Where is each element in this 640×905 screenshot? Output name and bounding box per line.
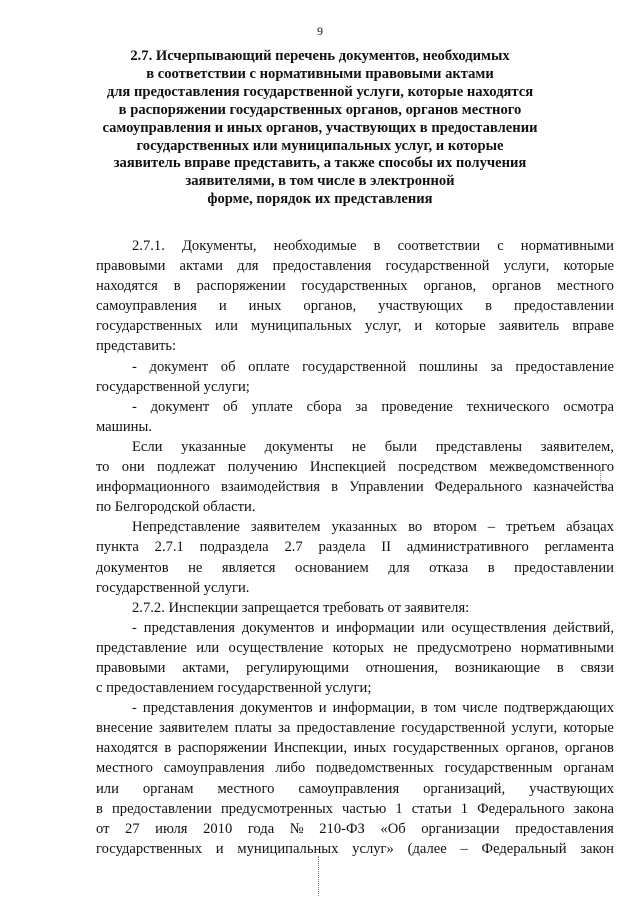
word: органам [142,780,194,797]
word: в [485,298,492,315]
word: Федерального [434,479,523,496]
word: муниципальных [237,840,339,857]
word: отношения, [365,659,439,676]
word: предоставлении [514,559,614,576]
text-line [96,397,614,417]
word: от [96,820,110,837]
text-line [96,537,614,557]
word: технического [466,398,550,415]
word: и [318,700,327,717]
word: указанные [181,438,246,455]
word: Если [132,438,163,455]
word: с [497,238,504,254]
word: документов [240,700,313,717]
word: которых [332,639,384,656]
body-text [96,236,614,859]
word: документ [149,358,209,375]
word: местного [217,780,275,797]
word: Непредставление [132,519,240,536]
word: – [487,519,496,536]
word: органов, [423,278,477,295]
word: закона [573,800,614,817]
word: Инспекцией [309,459,386,476]
word: государственной [401,720,506,737]
word: государственным [444,760,553,777]
word: услуги, [503,258,550,275]
text-line [96,658,614,678]
word: действий, [553,619,614,636]
word: не [188,559,203,576]
text-line: по Белгородской области. [96,499,256,516]
word: самоуправления [298,780,400,797]
word: - [132,358,137,375]
word: года [247,820,275,837]
word: основанием [295,559,369,576]
word: Федеральный [481,840,567,857]
page-number: 9 [317,24,323,38]
text-line [96,638,614,658]
word: соответствии [397,238,481,254]
word: представлены [435,438,523,455]
word: Документы, [181,238,257,254]
word: подведомственных [316,760,434,777]
word: 1 [460,800,469,817]
word: отказа [429,559,469,576]
text-line [96,718,614,738]
text-line [96,437,614,457]
word: об [222,398,238,415]
word: и [321,619,330,636]
word: в [420,700,428,717]
word: за [278,720,291,737]
word: статьи [411,800,452,817]
word: были [384,438,418,455]
word: втором [433,519,477,536]
word: частью [342,800,387,817]
word: регулирующими [246,659,349,676]
word: подлежат [157,459,216,476]
word: государственных [96,318,203,335]
title-line: в соответствии с нормативными правовыми актами [146,65,494,82]
word: документы [264,438,334,455]
word: предоставления [515,820,614,837]
word: самоуправления [163,760,265,777]
word: организации [421,820,500,837]
word: в [556,659,564,676]
word: актами [179,258,223,275]
word: 27 [125,820,140,837]
word: заявителем [250,519,321,536]
word: административного [406,539,529,556]
word: указанных [331,519,398,536]
word: 2.7.1. [132,238,165,254]
word: местного [557,278,614,295]
word: или [215,318,238,335]
word: 1 [395,800,403,817]
text-line [96,558,614,578]
scan-artifact [318,856,320,896]
word: либо [275,760,306,777]
word: государственных [96,840,203,857]
word: и [218,298,227,315]
word: в [164,740,172,757]
word: – [460,840,468,857]
word: услуг, [365,318,402,335]
title-line: для предоставления государственной услуги, которые находятся [106,83,534,100]
word: заявитель [498,318,560,335]
word: 2.7 [284,539,303,556]
word: осуществления [451,619,547,636]
text-line: представить: [96,338,177,355]
word: (далее [407,840,447,857]
text-line: машины. [96,418,152,435]
text-line [96,698,614,718]
word: иных [353,740,387,757]
word: предоставлении [111,800,212,817]
word: абзацах [566,519,614,536]
word: осуществление [228,639,324,656]
word: которые [563,258,614,275]
word: оплате [248,358,290,375]
word: предоставления [272,258,372,275]
word: посредством [398,459,478,476]
word: органам [563,760,614,777]
word: в [487,559,495,576]
title-line: самоуправления и иных органов, участвующих в предоставлении [102,119,538,136]
text-line [96,819,614,839]
word: в [173,278,181,295]
word: распоряжении [196,278,286,295]
word: предоставление [515,358,614,375]
word: третьем [506,519,556,536]
text-line: с предоставлением государственной услуги; [96,680,372,697]
word: актами, [182,659,230,676]
word: в [373,238,381,254]
word: для [388,559,410,576]
word: получению [227,459,298,476]
word: Федерального [477,800,565,817]
word: и [414,318,423,335]
word: информационного [96,479,210,496]
text-line [96,477,614,497]
word: II [381,539,391,556]
word: взаимодействия [220,479,320,496]
word: государственной [385,258,490,275]
word: пункта [96,539,139,556]
word: документ [150,398,210,415]
word: то [96,459,110,476]
text-line [96,738,614,758]
text-line [96,256,614,276]
word: органов, [505,740,559,757]
title-line: государственных или муниципальных услуг, и которые [136,137,504,154]
word: 2.7.1 [154,539,184,556]
word: осмотра [563,398,614,415]
word: или [421,619,445,636]
word: числе [462,700,498,717]
word: - [132,398,137,415]
word: предоставлении [514,298,614,315]
scan-artifact [600,470,602,484]
text-line [96,517,614,537]
word: подтверждающих [503,700,614,717]
word: межведомственного [489,459,614,476]
word: представление [96,639,187,656]
text-line [96,779,614,799]
word: или [196,639,220,656]
word: правовыми [96,659,166,676]
word: № [289,820,304,837]
word: предусмотренных [220,800,333,817]
word: вправе [572,318,614,335]
word: заявителем [158,720,229,737]
word: предусмотрено [417,639,512,656]
word: регламента [544,539,614,556]
word: они [121,459,145,476]
word: 210-ФЗ [319,820,365,837]
word: организаций, [423,780,506,797]
title-line: заявитель вправе представить, а также способы их получения [113,155,527,172]
word: которые [563,720,614,737]
word: июля [155,820,188,837]
word: закон [580,840,614,857]
word: об [220,358,236,375]
word: представления [143,619,235,636]
word: органов [492,278,542,295]
word: государственных [301,278,408,295]
word: платы [234,720,272,737]
word: во [408,519,423,536]
word: государственной [302,358,407,375]
text-line [96,296,614,316]
word: возникающие [454,659,541,676]
text-line [96,618,614,638]
word: Управлении [349,479,424,496]
word: для [237,258,259,275]
text-line [96,236,614,256]
word: является [221,559,276,576]
word: раздела [318,539,366,556]
word: - [132,619,137,636]
text-line [96,276,614,296]
text-line: 2.7.2. Инспекции запрещается требовать от заявителя: [132,599,470,616]
word: внесение [96,720,153,737]
word: связи [580,659,614,676]
word: правовыми [96,258,166,275]
word: уплате [251,398,293,415]
word: том [433,700,457,717]
word: документов [241,619,315,636]
word: нормативными [520,639,614,656]
word: находятся [96,740,158,757]
word: иных [248,298,282,315]
word: - [132,700,137,717]
word: государственных [392,740,499,757]
word: пошлины [418,358,478,375]
text-line [96,758,614,778]
word: предоставление [296,720,396,737]
text-line [96,316,614,336]
word: не [393,639,408,656]
word: местного [96,760,153,777]
word: органов [564,740,614,757]
word: или [96,780,119,797]
word: в [331,479,338,496]
title-line: в распоряжении государственных органов, органов местного [118,101,522,118]
text-line [96,357,614,377]
word: документов [96,559,169,576]
word: участвующих [378,298,464,315]
word: муниципальных [250,318,352,335]
word: за [355,398,368,415]
word: и [215,840,224,857]
word: информации, [332,700,415,717]
word: подраздела [199,539,269,556]
word: «Об [380,820,406,837]
word: участвующих [529,780,614,797]
word: за [490,358,503,375]
word: самоуправления [96,298,197,315]
section-title [96,48,544,209]
word: органов, [303,298,357,315]
word: сбора [306,398,342,415]
text-line: государственной услуги; [96,378,250,395]
text-line [96,457,614,477]
title-line: 2.7. Исчерпывающий перечень документов, необходимых [130,48,510,64]
title-line: заявителями, в том числе в электронной [185,173,455,190]
title-line: форме, порядок их представления [207,191,433,208]
text-line: государственной услуги. [96,579,250,596]
word: которые [435,318,486,335]
word: нормативными [520,238,614,254]
text-line [96,839,614,859]
word: 2010 [203,820,233,837]
word: казначейства [533,479,614,496]
word: представления [142,700,235,717]
word: информации [336,619,415,636]
word: услуги, [511,720,558,737]
word: заявителем, [540,438,614,455]
text-line [96,799,614,819]
word: необходимые [273,238,357,254]
word: находятся [96,278,158,295]
word: распоряжении [177,740,268,757]
word: не [351,438,367,455]
word: Инспекции, [273,740,347,757]
word: проведение [381,398,453,415]
word: услуг» [352,840,394,857]
word: в [96,800,103,817]
